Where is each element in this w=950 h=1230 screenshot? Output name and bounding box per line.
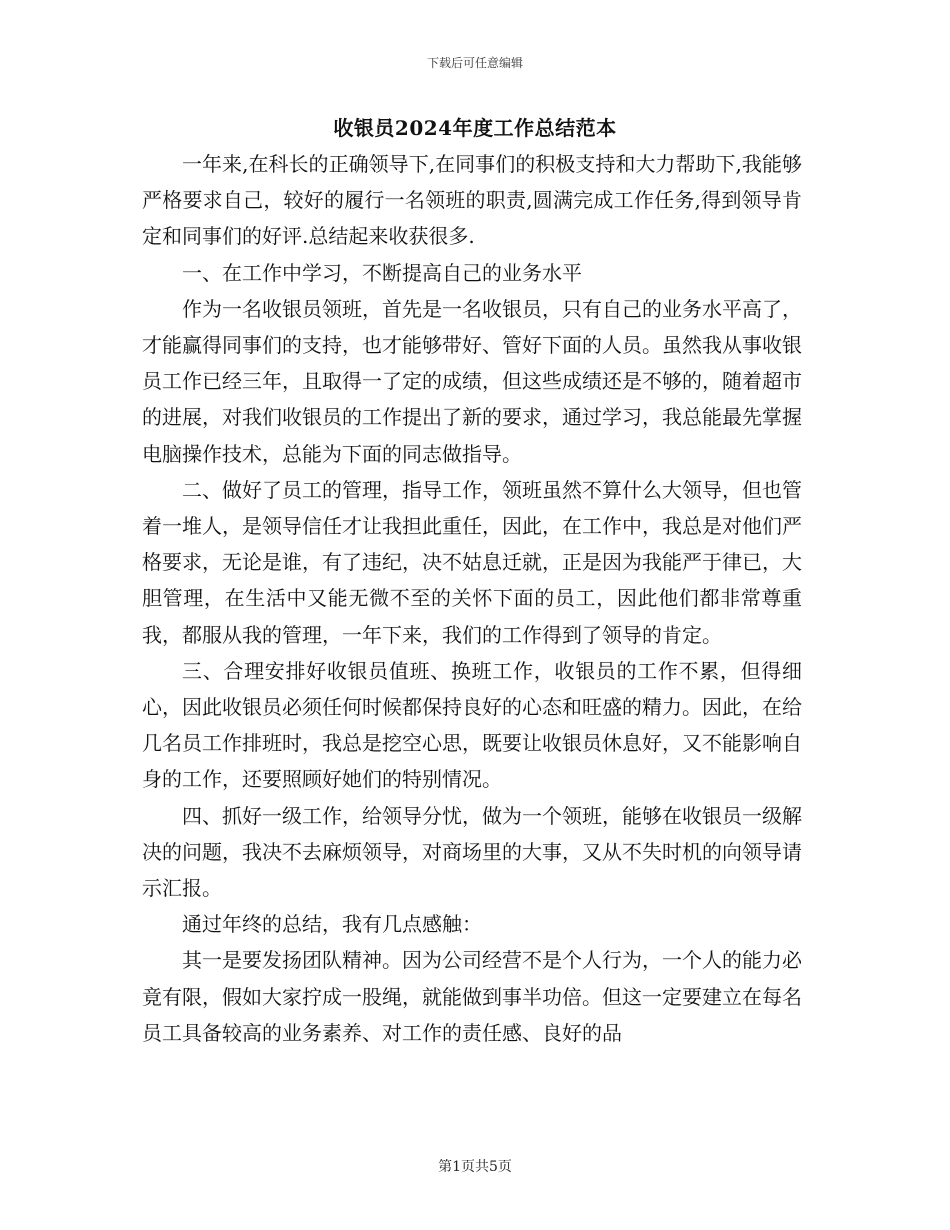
paragraph-section-1: 作为一名收银员领班，首先是一名收银员，只有自己的业务水平高了，才能赢得同事们的支持，也才能够带好、管好下面的人员。虽然我从事收银员工作已经三年，且取得一了定的成绩，但这些成绩还是不够的，随着超市的进展，对我们收银员的工作提出了新的要求，通过学习，我总能最先掌握电脑操作技术，总能为下面的同志做指导。 bbox=[142, 296, 802, 466]
paragraph-section-4: 四、抓好一级工作，给领导分忧，做为一个领班，能够在收银员一级解决的问题，我决不去麻烦领导，对商场里的大事，又从不失时机的向领导请示汇报。 bbox=[142, 803, 802, 901]
paragraph-section-2: 二、做好了员工的管理，指导工作，领班虽然不算什么大领导，但也管着一堆人，是领导信任才让我担此重任，因此，在工作中，我总是对他们严格要求，无论是谁，有了违纪，决不姑息迁就，正是因为我能严于律已，大胆管理，在生活中又能无微不至的关怀下面的员工，因此他们都非常尊重我，都服从我的管理，一年下来，我们的工作得到了领导的肯定。 bbox=[142, 477, 802, 647]
document-body bbox=[142, 146, 802, 1051]
paragraph-reflection-1: 其一是要发扬团队精神。因为公司经营不是个人行为，一个人的能力必竟有限，假如大家拧成一股绳，就能做到事半功倍。但这一定要建立在每名员工具备较高的业务素养、对工作的责任感、良好的品 bbox=[142, 948, 802, 1045]
page-number: 第1页共5页 bbox=[438, 1159, 512, 1175]
document-title: 收银员2024年度工作总结范本 bbox=[333, 116, 617, 140]
paragraph-intro: 一年来,在科长的正确领导下,在同事们的积极支持和大力帮助下,我能够严格要求自己，较好的履行一名领班的职责,圆满完成工作任务,得到领导肯定和同事们的好评.总结起来收获很多. bbox=[142, 152, 802, 249]
paragraph-heading-1: 一、在工作中学习，不断提高自己的业务水平 bbox=[182, 260, 582, 285]
header-note: 下载后可任意编辑 bbox=[426, 56, 523, 70]
paragraph-reflection-intro: 通过年终的总结，我有几点感触： bbox=[182, 912, 482, 937]
paragraph-section-3: 三、合理安排好收银员值班、换班工作，收银员的工作不累，但得细心，因此收银员必须任何时候都保持良好的心态和旺盛的精力。因此，在给几名员工作排班时，我总是挖空心思，既要让收银员休息好，又不能影响自身的工作，还要照顾好她们的特别情况。 bbox=[142, 658, 802, 792]
